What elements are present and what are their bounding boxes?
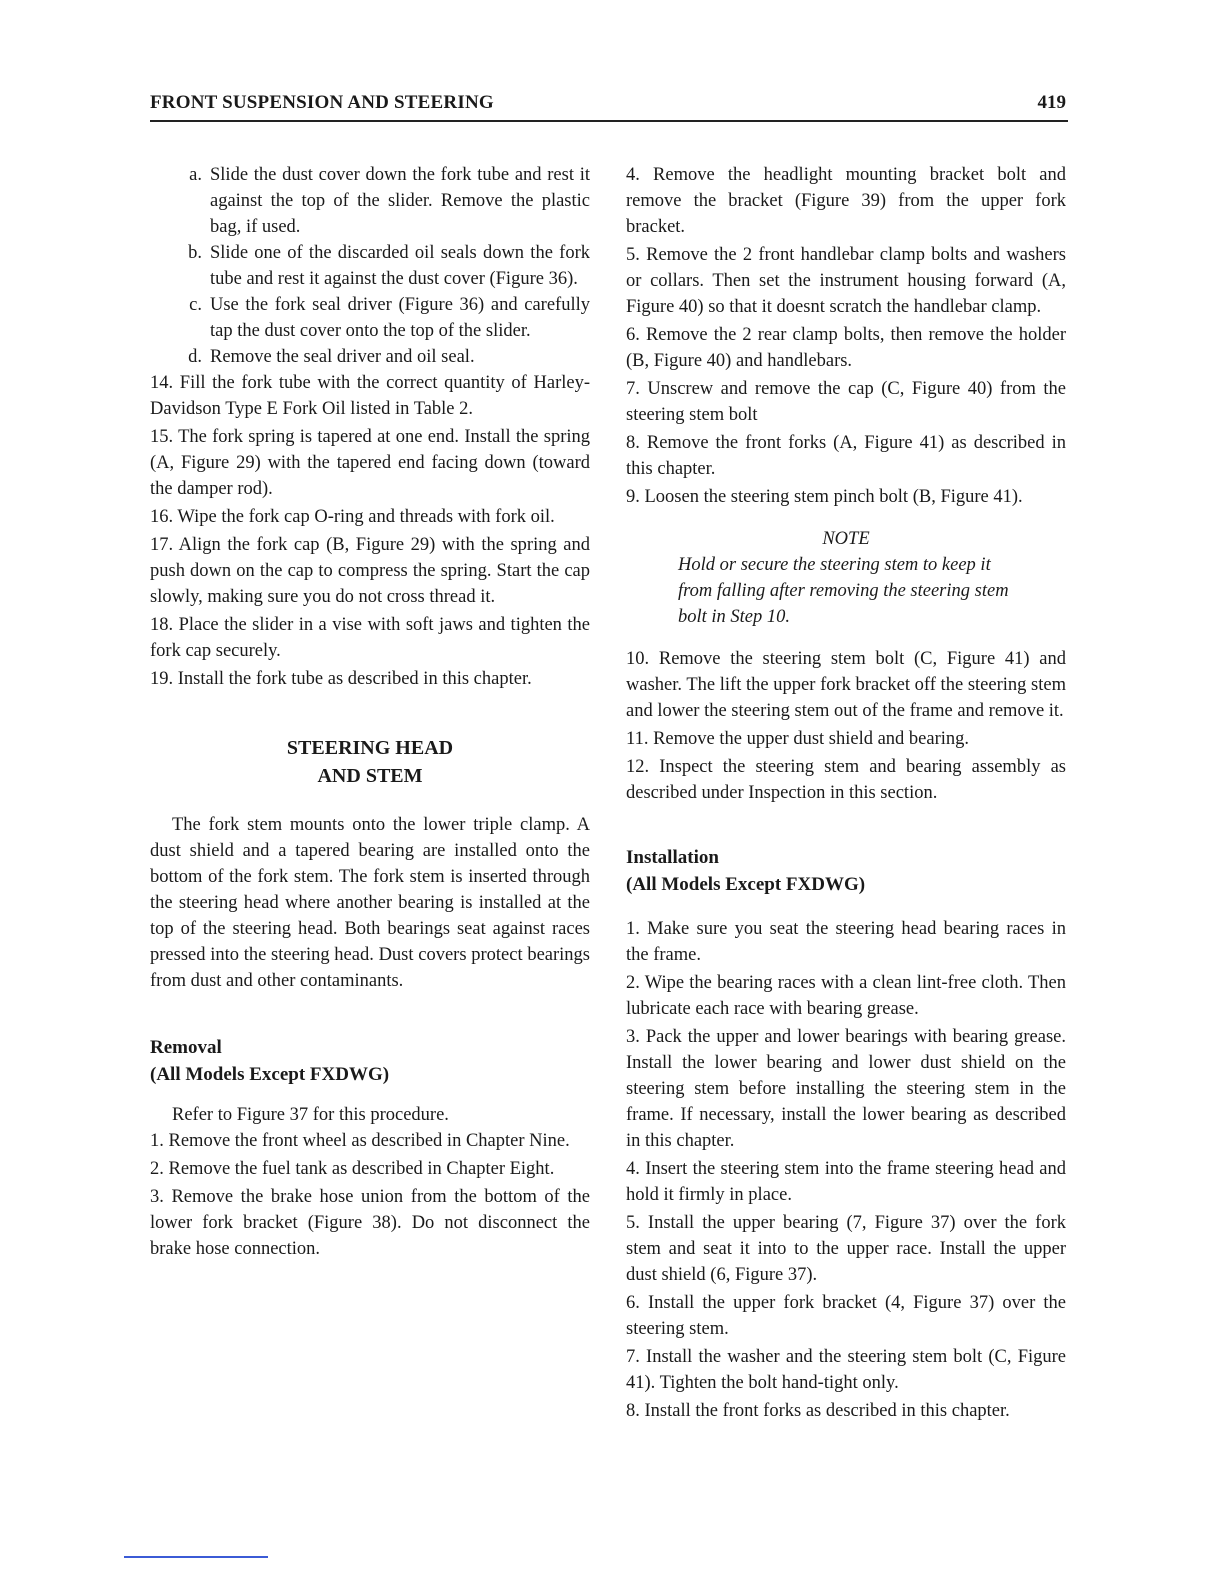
- step: 2. Wipe the bearing races with a clean lint-free cloth. Then lubricate each race with bearing grease.: [626, 973, 1066, 1019]
- step: 8. Remove the front forks (A, Figure 41) as described in this chapter.: [626, 433, 1066, 479]
- step: 6. Install the upper fork bracket (4, Figure 37) over the steering stem.: [626, 1293, 1066, 1339]
- step: 7. Unscrew and remove the cap (C, Figure 40) from the steering stem bolt: [626, 379, 1066, 425]
- left-column: [150, 162, 590, 1264]
- step: 8. Install the front forks as described in this chapter.: [626, 1401, 1010, 1421]
- sub-step: a. Slide the dust cover down the fork tube and rest it against the top of the slider. Remove the plastic bag, if used.: [189, 165, 590, 237]
- step: 10. Remove the steering stem bolt (C, Figure 41) and washer. The lift the upper fork bracket off the steering stem and lower the steering stem out of the frame and remove it.: [626, 649, 1066, 721]
- footer-rule: [124, 1556, 268, 1558]
- note-text: Hold or secure the steering stem to keep it from falling after removing the steering stem bolt in Step 10.: [678, 555, 1009, 627]
- sub-step: b. Slide one of the discarded oil seals down the fork tube and rest it against the dust cover (Figure 36).: [188, 243, 590, 289]
- step: 19. Install the fork tube as described in this chapter.: [150, 669, 532, 689]
- step: 5. Remove the 2 front handlebar clamp bolts and washers or collars. Then set the instrument housing forward (A, Figure 40) so that it doesnt scratch the handlebar clamp.: [626, 245, 1066, 317]
- step: 18. Place the slider in a vise with soft jaws and tighten the fork cap securely.: [150, 615, 590, 661]
- step: 12. Inspect the steering stem and bearing assembly as described under Inspection in this section.: [626, 757, 1066, 803]
- sub-step: c. Use the fork seal driver (Figure 36) and carefully tap the dust cover onto the top of the slider.: [189, 295, 590, 341]
- step: 1. Make sure you seat the steering head bearing races in the frame.: [626, 919, 1066, 965]
- page-number: 419: [1037, 92, 1066, 113]
- note-title: NOTE: [822, 529, 870, 549]
- installation-heading: Installation (All Models Except FXDWG): [626, 847, 866, 895]
- step: 15. The fork spring is tapered at one end. Install the spring (A, Figure 29) with the tapered end facing down (toward the damper rod).: [150, 427, 590, 499]
- step: 4. Remove the headlight mounting bracket bolt and remove the bracket (Figure 39) from the upper fork bracket.: [626, 165, 1066, 237]
- section-heading: STEERING HEAD AND STEM: [286, 737, 454, 787]
- page-header: [150, 92, 1068, 120]
- step: 16. Wipe the fork cap O-ring and threads with fork oil.: [150, 507, 555, 527]
- step: 17. Align the fork cap (B, Figure 29) with the spring and push down on the cap to compress the spring. Start the cap slowly, making sure you do not cross thread it.: [150, 535, 590, 607]
- step: 3. Pack the upper and lower bearings with bearing grease. Install the lower bearing and lower dust shield on the steering stem before installing the steering stem in the frame. If necessary, install the lower bearing as described in this chapter.: [626, 1027, 1066, 1151]
- step: 5. Install the upper bearing (7, Figure 37) over the fork stem and seat it into to the upper race. Install the upper dust shield (6, Figure 37).: [626, 1213, 1066, 1285]
- step: 9. Loosen the steering stem pinch bolt (B, Figure 41).: [626, 487, 1023, 507]
- header-rule: [150, 120, 1068, 122]
- step: 14. Fill the fork tube with the correct quantity of Harley-Davidson Type E Fork Oil listed in Table 2.: [150, 373, 590, 419]
- removal-heading: Removal (All Models Except FXDWG): [150, 1037, 390, 1085]
- step: 11. Remove the upper dust shield and bearing.: [626, 729, 970, 749]
- sub-step: d. Remove the seal driver and oil seal.: [188, 347, 475, 367]
- step: 7. Install the washer and the steering stem bolt (C, Figure 41). Tighten the bolt hand-tight only.: [626, 1347, 1066, 1393]
- step: 4. Insert the steering stem into the frame steering head and hold it firmly in place.: [626, 1159, 1066, 1205]
- step: 1. Remove the front wheel as described in Chapter Nine.: [150, 1131, 570, 1151]
- step: 6. Remove the 2 rear clamp bolts, then remove the holder (B, Figure 40) and handlebars.: [626, 325, 1066, 371]
- right-column: [626, 162, 1066, 1426]
- chapter-title: FRONT SUSPENSION AND STEERING: [150, 92, 494, 113]
- step: 2. Remove the fuel tank as described in Chapter Eight.: [150, 1159, 555, 1179]
- step: 3. Remove the brake hose union from the bottom of the lower fork bracket (Figure 38). Do not disconnect the brake hose connection.: [150, 1187, 590, 1259]
- refer-text: Refer to Figure 37 for this procedure.: [172, 1105, 449, 1125]
- intro-paragraph: The fork stem mounts onto the lower triple clamp. A dust shield and a tapered bearing are installed onto the bottom of the fork stem. The fork stem is inserted through the steering head where another bearing is installed at the top of the steering head. Both bearings seat against races pressed into the steering head. Dust covers protect bearings from dust and other contaminants.: [150, 815, 590, 991]
